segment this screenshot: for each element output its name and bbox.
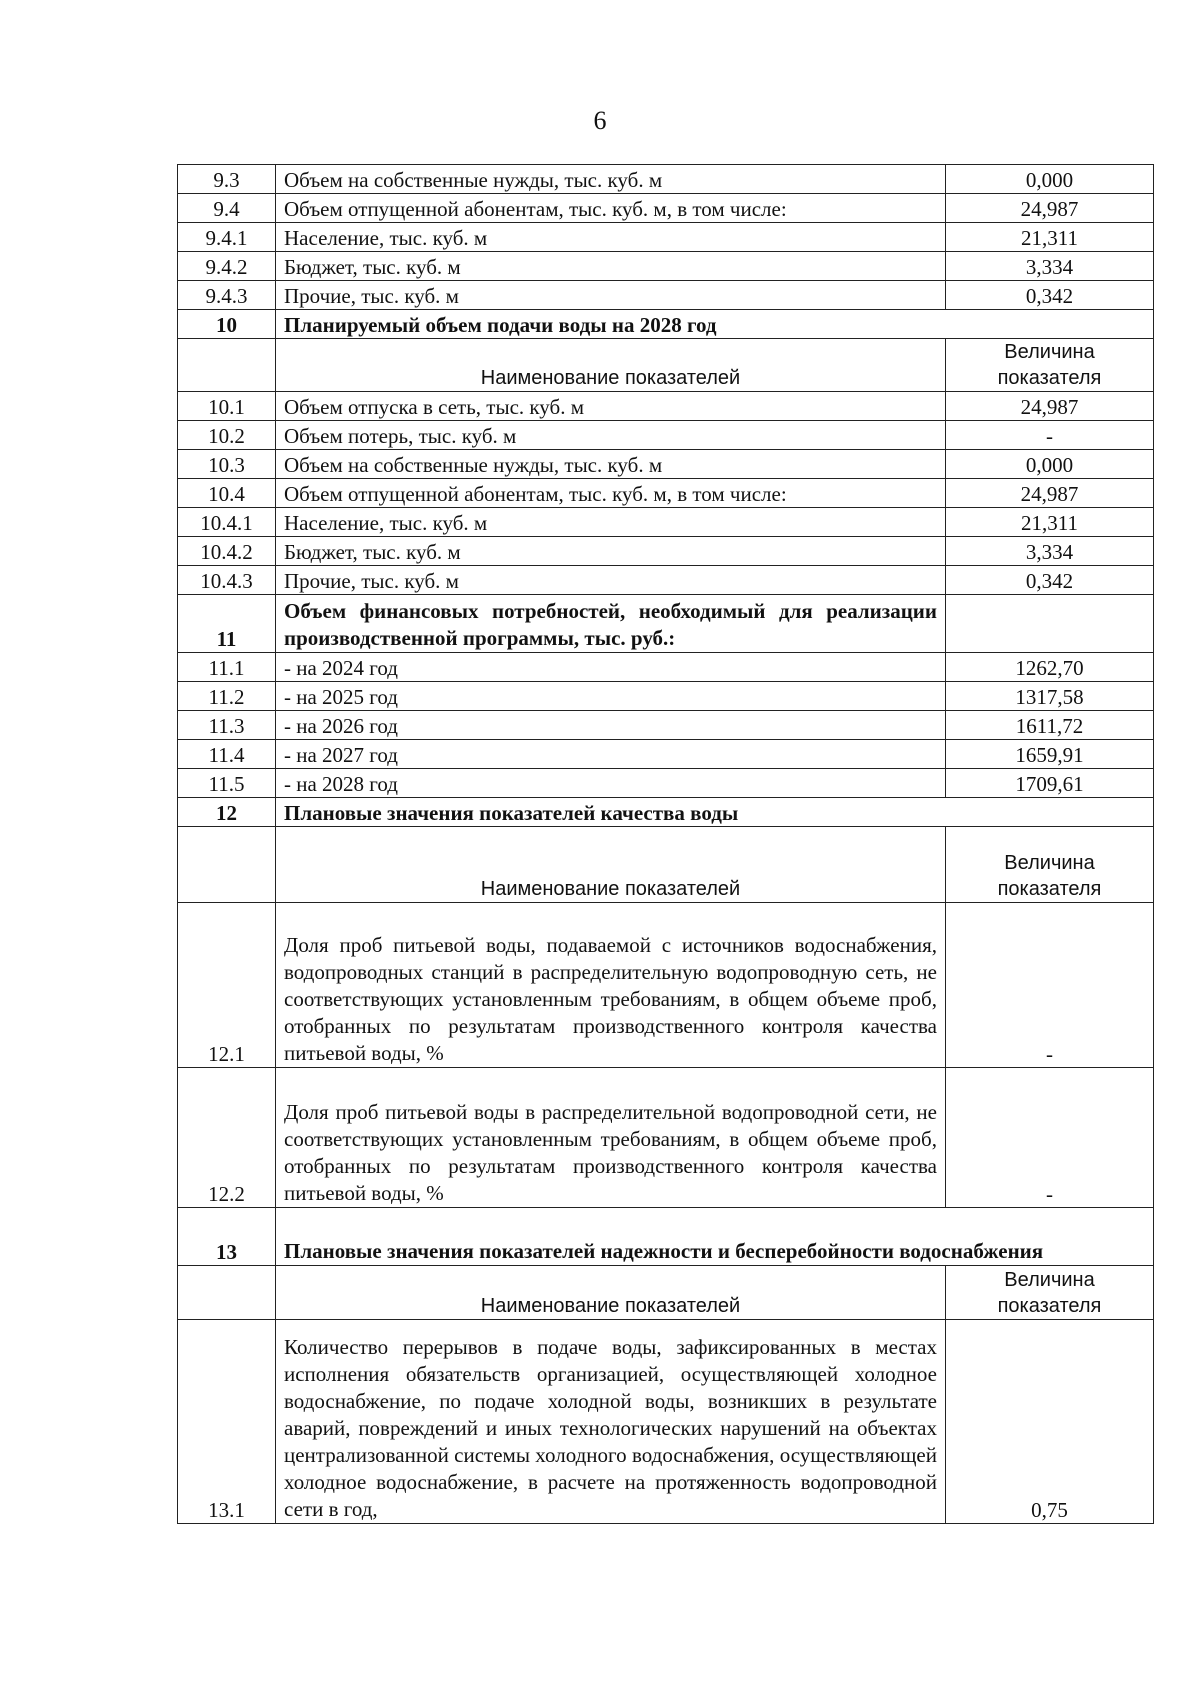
- row-name: Объем на собственные нужды, тыс. куб. м: [276, 450, 946, 479]
- section-number: 11: [178, 595, 276, 653]
- row-number: 11.3: [178, 711, 276, 740]
- table-row: [178, 281, 1154, 310]
- table-row: [178, 682, 1154, 711]
- row-number: 13.1: [178, 1320, 276, 1524]
- table-row: [178, 165, 1154, 194]
- column-header-row: [178, 339, 1154, 392]
- row-name: Объем потерь, тыс. куб. м: [276, 421, 946, 450]
- section-title: Объем финансовых потребностей, необходимый для реализации производственной программы, тыс. руб.:: [276, 595, 946, 653]
- row-number: 9.4.3: [178, 281, 276, 310]
- header-blank-cell: [178, 339, 276, 392]
- table-row: [178, 252, 1154, 281]
- section-heading-row: [178, 798, 1154, 827]
- row-number: 9.4.1: [178, 223, 276, 252]
- row-name: - на 2024 год: [276, 653, 946, 682]
- row-value: 0,000: [946, 450, 1154, 479]
- row-value: 21,311: [946, 508, 1154, 537]
- table-row: [178, 711, 1154, 740]
- row-name: Объем отпущенной абонентам, тыс. куб. м, в том числе:: [276, 479, 946, 508]
- row-number: 12.2: [178, 1068, 276, 1208]
- row-value: -: [946, 421, 1154, 450]
- table-row: [178, 769, 1154, 798]
- row-name: Количество перерывов в подаче воды, зафиксированных в местах исполнения обязательств организацией, осуществляющей холодное водоснабжение, по подаче холодной воды, возникших в результате аварий, повреждений и иных технологических нарушений на объектах централизованной системы холодного водоснабжения, осуществляющей холодное водоснабжение, в расчете на протяженность водопроводной сети в год,: [276, 1320, 946, 1524]
- row-name: - на 2028 год: [276, 769, 946, 798]
- row-number: 9.4: [178, 194, 276, 223]
- row-name: Объем на собственные нужды, тыс. куб. м: [276, 165, 946, 194]
- table-row: [178, 421, 1154, 450]
- indicators-table: [177, 164, 1154, 1524]
- row-number: 11.2: [178, 682, 276, 711]
- row-number: 10.4: [178, 479, 276, 508]
- header-blank-cell: [178, 1266, 276, 1320]
- row-number: 10.4.3: [178, 566, 276, 595]
- row-name: - на 2026 год: [276, 711, 946, 740]
- section-number: 12: [178, 798, 276, 827]
- column-header-row: [178, 827, 1154, 903]
- row-number: 10.2: [178, 421, 276, 450]
- table-row: [178, 1068, 1154, 1208]
- table-row: [178, 450, 1154, 479]
- row-name: Доля проб питьевой воды, подаваемой с источников водоснабжения, водопроводных станций в распределительную водопроводную сеть, не соответствующих установленным требованиям, в общем объеме проб, отобранных по результатам производственного контроля качества питьевой воды, %: [276, 903, 946, 1068]
- row-value: 0,75: [946, 1320, 1154, 1524]
- table-row: [178, 903, 1154, 1068]
- row-name: Прочие, тыс. куб. м: [276, 281, 946, 310]
- row-number: 11.4: [178, 740, 276, 769]
- row-value: 0,342: [946, 566, 1154, 595]
- row-value: -: [946, 1068, 1154, 1208]
- row-value: 24,987: [946, 479, 1154, 508]
- table-row: [178, 537, 1154, 566]
- column-header-row: [178, 1266, 1154, 1320]
- row-number: 12.1: [178, 903, 276, 1068]
- row-value: 1709,61: [946, 769, 1154, 798]
- row-name: Доля проб питьевой воды в распределительной водопроводной сети, не соответствующих установленным требованиям, в общем объеме проб, отобранных по результатам производственного контроля качества питьевой воды, %: [276, 1068, 946, 1208]
- table-row: [178, 508, 1154, 537]
- section-heading-row: [178, 310, 1154, 339]
- row-value: 1317,58: [946, 682, 1154, 711]
- row-number: 9.3: [178, 165, 276, 194]
- row-value: 0,000: [946, 165, 1154, 194]
- section-title: Плановые значения показателей надежности и бесперебойности водоснабжения: [276, 1208, 1154, 1266]
- row-value: 24,987: [946, 194, 1154, 223]
- header-blank-cell: [178, 827, 276, 903]
- row-name: Объем отпущенной абонентам, тыс. куб. м, в том числе:: [276, 194, 946, 223]
- table-row: [178, 392, 1154, 421]
- table-row: [178, 479, 1154, 508]
- header-name-label: Наименование показателей: [276, 1266, 946, 1320]
- row-value: 21,311: [946, 223, 1154, 252]
- row-value: 1262,70: [946, 653, 1154, 682]
- page-number: 6: [593, 106, 607, 135]
- row-name: Население, тыс. куб. м: [276, 223, 946, 252]
- header-name-label: Наименование показателей: [276, 827, 946, 903]
- header-value-label: Величина показателя: [946, 339, 1154, 392]
- row-number: 11.1: [178, 653, 276, 682]
- row-number: 11.5: [178, 769, 276, 798]
- section-title: Планируемый объем подачи воды на 2028 год: [276, 310, 1154, 339]
- header-name-label: Наименование показателей: [276, 339, 946, 392]
- header-value-label: Величина показателя: [946, 827, 1154, 903]
- row-value: -: [946, 903, 1154, 1068]
- table-row: [178, 1320, 1154, 1524]
- row-name: - на 2027 год: [276, 740, 946, 769]
- row-number: 10.1: [178, 392, 276, 421]
- section-title: Плановые значения показателей качества воды: [276, 798, 1154, 827]
- row-name: - на 2025 год: [276, 682, 946, 711]
- table-row: [178, 194, 1154, 223]
- row-number: 10.4.1: [178, 508, 276, 537]
- row-value: 3,334: [946, 537, 1154, 566]
- section-heading-row: [178, 1208, 1154, 1266]
- row-name: Бюджет, тыс. куб. м: [276, 537, 946, 566]
- section-heading-row: [178, 595, 1154, 653]
- row-number: 9.4.2: [178, 252, 276, 281]
- row-name: Прочие, тыс. куб. м: [276, 566, 946, 595]
- row-value: 3,334: [946, 252, 1154, 281]
- row-name: Объем отпуска в сеть, тыс. куб. м: [276, 392, 946, 421]
- row-value: 0,342: [946, 281, 1154, 310]
- header-value-label: Величина показателя: [946, 1266, 1154, 1320]
- row-number: 10.3: [178, 450, 276, 479]
- section-number: 13: [178, 1208, 276, 1266]
- row-value: 24,987: [946, 392, 1154, 421]
- row-value: 1659,91: [946, 740, 1154, 769]
- row-name: Бюджет, тыс. куб. м: [276, 252, 946, 281]
- row-name: Население, тыс. куб. м: [276, 508, 946, 537]
- empty-value-cell: [946, 595, 1154, 653]
- row-value: 1611,72: [946, 711, 1154, 740]
- table-row: [178, 223, 1154, 252]
- table-row: [178, 566, 1154, 595]
- table-row: [178, 653, 1154, 682]
- row-number: 10.4.2: [178, 537, 276, 566]
- section-number: 10: [178, 310, 276, 339]
- table-row: [178, 740, 1154, 769]
